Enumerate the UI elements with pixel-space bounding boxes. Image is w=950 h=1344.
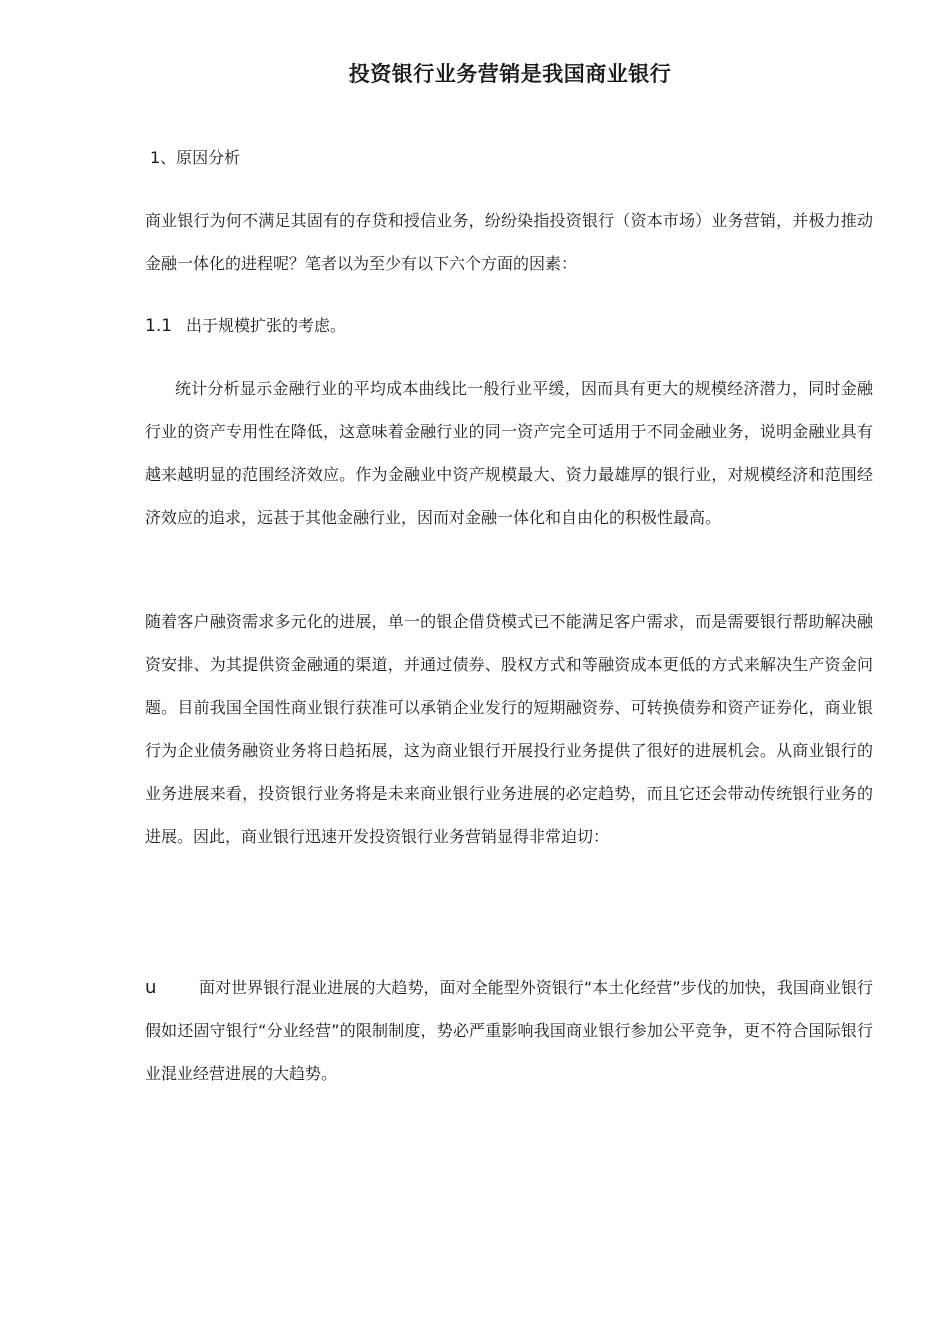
subsection-number: 1.1 xyxy=(145,316,173,336)
intro-paragraph: 商业银行为何不满足其固有的存贷和授信业务，纷纷染指投资银行（资本市场）业务营销，并极力推动金融一体化的进程呢？笔者以为至少有以下六个方面的因素： xyxy=(145,211,873,273)
bullet-paragraph xyxy=(145,966,873,1095)
subsection-heading xyxy=(145,313,346,336)
section-heading: 1、原因分析 xyxy=(150,148,241,167)
scale-paragraph: 统计分析显示金融行业的平均成本曲线比一般行业平缓，因而具有更大的规模经济潜力，同时金融行业的资产专用性在降低，这意味着金融行业的同一资产完全可适用于不同金融业务，说明金融业具有越来越明显的范围经济效应。作为金融业中资产规模最大、资力最雄厚的银行业，对规模经济和范围经济效应的追求，远甚于其他金融行业，因而对金融一体化和自由化的积极性最高。 xyxy=(145,379,873,527)
subsection-title: 出于规模扩张的考虑。 xyxy=(186,316,347,335)
document-title: 投资银行业务营销是我国商业银行 xyxy=(348,62,672,86)
bullet-text: 面对世界银行混业进展的大趋势，面对全能型外资银行“本土化经营”步伐的加快，我国商业银行假如还固守银行“分业经营”的限制制度，势必严重影响我国商业银行参加公平竞争，更不符合国际银行业混业经营进展的大趋势。 xyxy=(145,978,873,1083)
demand-paragraph: 随着客户融资需求多元化的进展，单一的银企借贷模式已不能满足客户需求，而是需要银行帮助解决融资安排、为其提供资金融通的渠道，并通过债券、股权方式和等融资成本更低的方式来解决生产资金问题。目前我国全国性商业银行获准可以承销企业发行的短期融资券、可转换债券和资产证券化，商业银行为企业债务融资业务将日趋拓展，这为商业银行开展投行业务提供了很好的进展机会。从商业银行的业务进展来看，投资银行业务将是未来商业银行业务进展的必定趋势，而且它还会带动传统银行业务的进展。因此，商业银行迅速开发投资银行业务营销显得非常迫切： xyxy=(145,612,873,846)
bullet-marker: u xyxy=(145,977,157,998)
